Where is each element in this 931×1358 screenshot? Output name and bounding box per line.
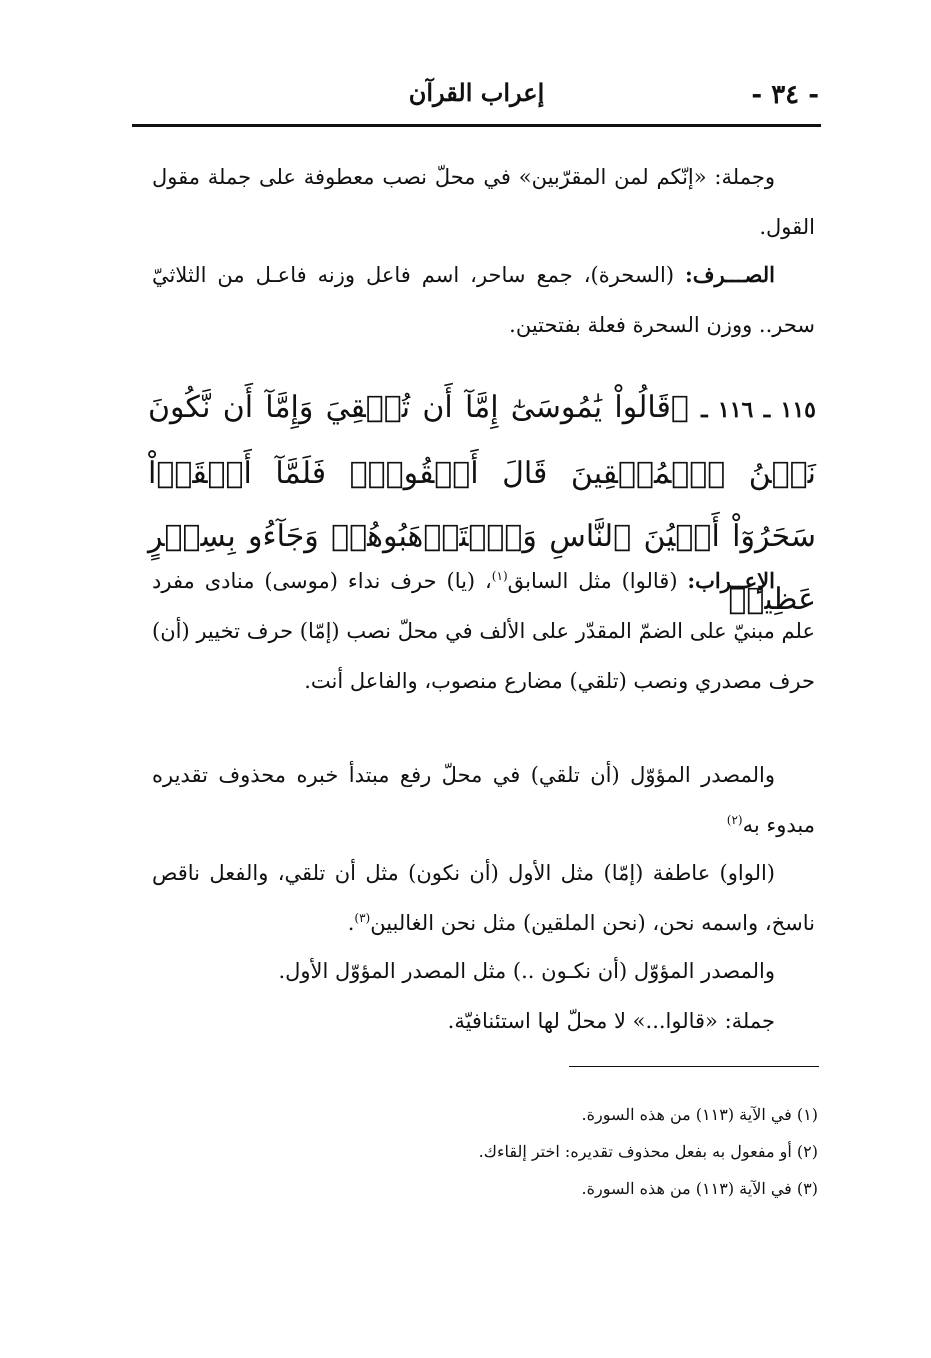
footnote-ref: (٢) [726, 813, 743, 827]
page-number: - ٣٤ - [751, 80, 819, 110]
paragraph-masdar-2 [152, 946, 815, 996]
paragraph-text: والمصدر المؤوّل (أن نكـون ..) مثل المصدر المؤوّل الأول. [278, 959, 775, 983]
footnote-ref: (١) [491, 569, 508, 583]
footnote-1: (١) في الآية (١١٣) من هذه السورة. [581, 1105, 818, 1124]
paragraph-text [152, 250, 815, 350]
paragraph-text: جملة: «قالوا...» لا محلّ لها استئنافيّة. [447, 1009, 775, 1033]
paragraph-irab [152, 556, 815, 706]
verse-number: ١١٥ ـ ١١٦ ـ [701, 397, 816, 423]
paragraph-jumla-2 [152, 996, 815, 1046]
footnote-divider [569, 1066, 819, 1067]
header-divider [132, 124, 821, 127]
footnote-3: (٣) في الآية (١١٣) من هذه السورة. [581, 1179, 818, 1198]
footnote-ref: (٣) [354, 911, 371, 925]
section-text: (السحرة)، جمع ساحر، اسم فاعل وزنه فاعـل من الثلاثيّ سحر.. ووزن السحرة فعلة بفتحتين. [152, 263, 815, 337]
running-title: إعراب القرآن [408, 78, 545, 107]
paragraph-masdar-1 [152, 750, 815, 850]
paragraph-text [152, 848, 815, 948]
paragraph-jumla-1 [152, 152, 815, 252]
section-text: (قالوا) مثل السابق [507, 569, 688, 593]
paragraph-waw [152, 848, 815, 948]
section-text: . [347, 911, 355, 935]
paragraph-text [152, 556, 815, 706]
paragraph-text: وجملة: «إنّكم لمن المقرّبين» في محلّ نصب معطوفة على جملة مقول القول. [152, 165, 815, 239]
footnotes [380, 1096, 818, 1207]
page-header [132, 72, 821, 124]
paragraph-text [152, 750, 815, 850]
paragraph-sarf [152, 250, 815, 350]
section-text: (الواو) عاطفة (إمّا) مثل الأول (أن نكون) مثل أن تلقي، والفعل ناقص ناسخ، واسمه نحن، (نحن الملقين) مثل نحن الغالبين [152, 861, 815, 935]
section-term: الإعــراب: [687, 568, 775, 593]
section-term: الصـــرف: [684, 262, 775, 287]
section-text: ، (يا) حرف نداء (موسى) منادى مفرد علم مبنيّ على الضمّ المقدّر على الألف في محلّ نصب (إمّا) حرف تخيير (أن) حرف مصدري ونصب (تلقي) مضارع منصوب، والفاعل أنت. [152, 569, 815, 693]
section-text: والمصدر المؤوّل (أن تلقي) في محلّ رفع مبتدأ خبره محذوف تقديره مبدوء به [152, 763, 815, 837]
verse-text: ﴿قَالُواْ يَٰمُوسَىٰٓ إِمَّآ أَن تُلۡقِيَ وَإِمَّآ أَن نَّكُونَ نَحۡنُ ٱلۡمُلۡقِينَ قَالَ أَلۡقُواْۖ فَلَمَّآ أَلۡقَوۡاْ سَحَرُوٓاْ أَعۡيُنَ ٱلنَّاسِ وَٱسۡتَرۡهَبُوهُمۡ وَجَآءُو بِسِحۡرٍ عَظِيمٖ [148, 390, 816, 617]
footnote-2: (٢) أو مفعول به بفعل محذوف تقديره: اختر إلقاءك. [478, 1142, 818, 1161]
